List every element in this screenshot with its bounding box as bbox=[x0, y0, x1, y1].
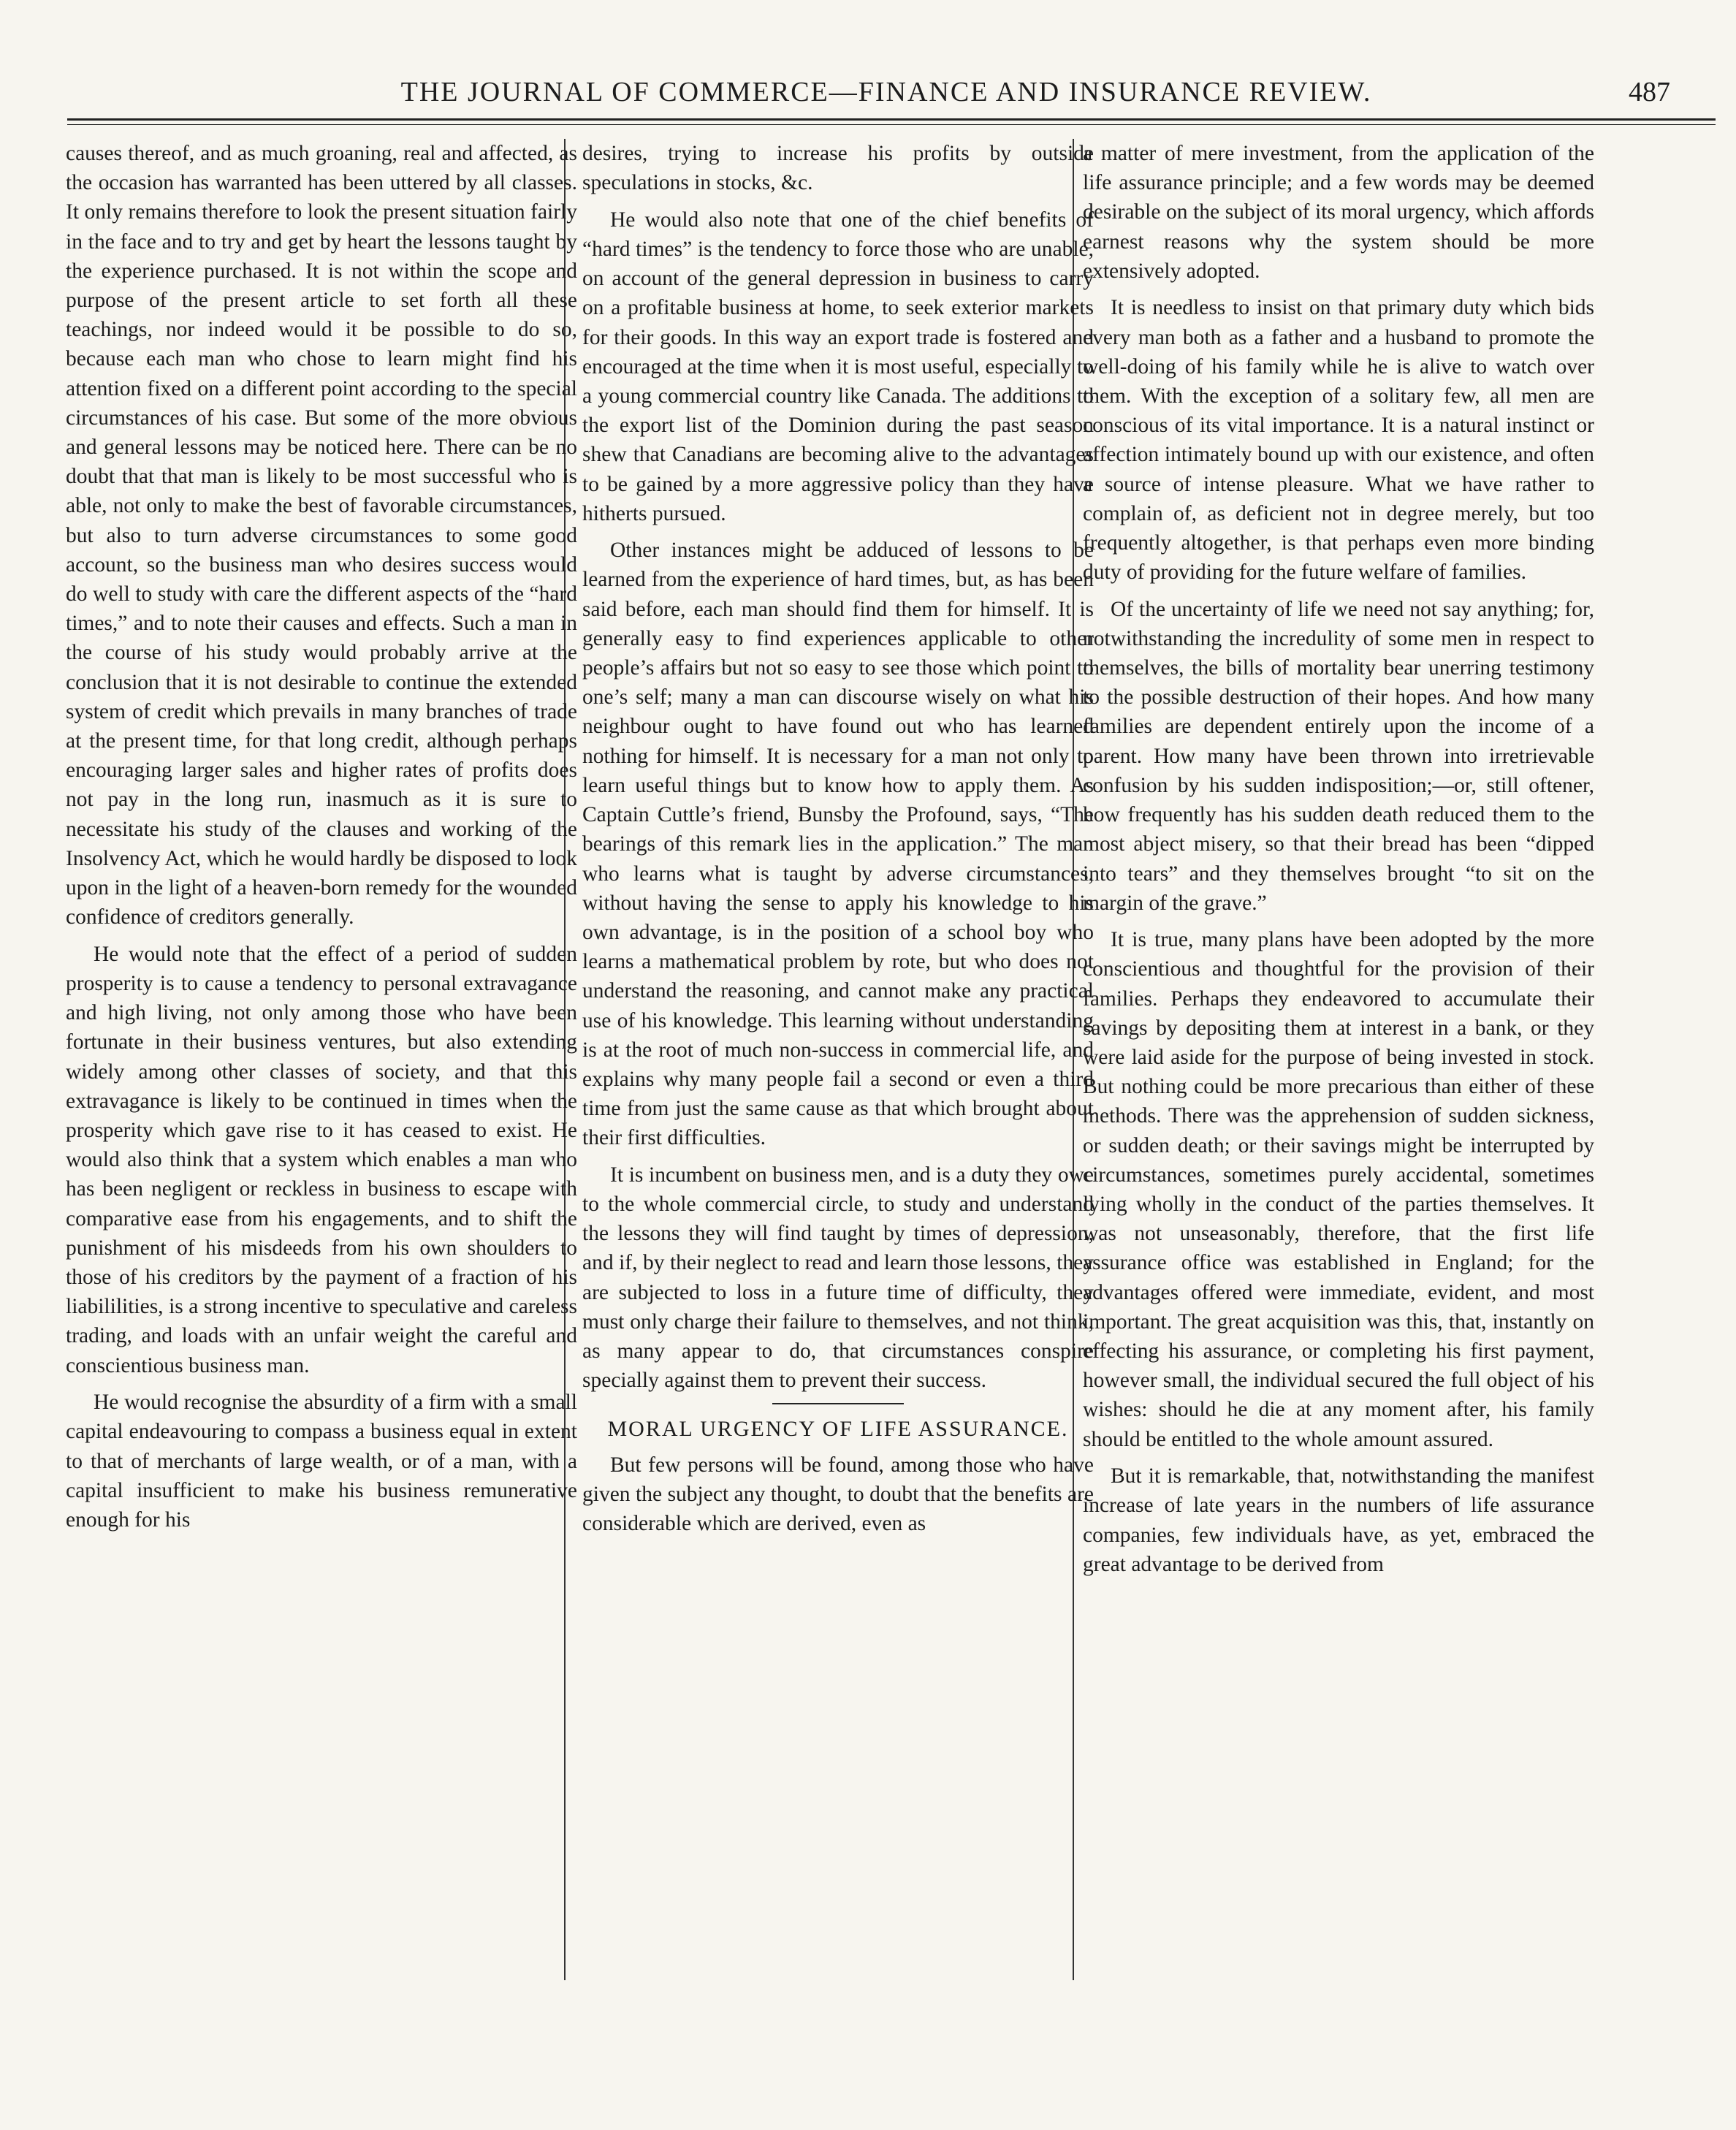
running-title: THE JOURNAL OF COMMERCE—FINANCE AND INSURANCE REVIEW. bbox=[400, 77, 1372, 107]
section-heading: MORAL URGENCY OF LIFE ASSURANCE. bbox=[607, 1416, 1069, 1441]
paragraph: It is needless to insist on that primary duty which bids every man both as a father and a husband to promote the well-doing of his family while he is alive to watch over them. With the exception of a solitary few, all men are conscious of its vital importance. It is a natural instinct or affection intimately bound up with our existence, and often a source of intense pleasure. What we have rather to complain of, as deficient not in degree merely, but too frequently altogether, is that perhaps even more binding duty of providing for the future welfare of families. bbox=[1083, 296, 1594, 585]
paragraph: He would note that the effect of a period of sudden prosperity is to cause a tendency to personal extravagance and high living, not only among those who have been fortunate in their business ventures, but also extending widely among other classes of society, and that this extravagance is likely to be continued in times when the prosperity which gave rise to it has ceased to exist. He would also think that a system which enables a man who has been negligent or reckless in business to escape with comparative ease from his engagements, and to shift the punishment of his misdeeds from his own shoulders to those of his creditors by the payment of a fraction of his liabililities, is a strong incentive to speculative and careless trading, and loads with an unfair weight the careful and conscientious business man. bbox=[66, 942, 577, 1377]
paragraph: He would also note that one of the chief benefits of “hard times” is the tendency to force those who are unable, on account of the general depression in business to carry on a profitable business at home, to seek exterior markets for their goods. In this way an export trade is fostered and encouraged at the time when it is most useful, especially to a young commercial country like Canada. The additions to the export list of the Dominion during the past season shew that Canadians are becoming alive to the advantages to be gained by a more aggressive policy than they have hitherts pursued. bbox=[582, 208, 1094, 525]
header-rule-thin bbox=[67, 124, 1716, 125]
page-number: 487 bbox=[1629, 77, 1670, 107]
column-3 bbox=[1083, 139, 1594, 2104]
paragraph: He would recognise the absurdity of a firm with a small capital endeavouring to compass a business equal in extent to that of merchants of large wealth, or of a man, with a capital insufficient to make his business remunerative enough for his bbox=[66, 1391, 577, 1532]
paragraph: desires, trying to increase his profits by outside speculations in stocks, &c. bbox=[582, 142, 1094, 195]
paragraph: Of the uncertainty of life we need not say anything; for, notwithstanding the incredulity of some men in respect to themselves, the bills of mortality bear unerring testimony to the possible destruction of their hopes. And how many families are dependent entirely upon the income of a parent. How many have been thrown into irretrievable confusion by his sudden indisposition;—or, still oftener, how frequently has his sudden death reduced them to the most abject misery, so that their bread has been “dipped into tears” and they themselves brought “to sit on the margin of the grave.” bbox=[1083, 597, 1594, 915]
column-1 bbox=[66, 139, 577, 2104]
paragraph: a matter of mere investment, from the application of the life assurance principle; and a few words may be deemed desirable on the subject of its moral urgency, which affords earnest reasons why the system should be more extensively adopted. bbox=[1083, 142, 1594, 283]
paragraph: It is true, many plans have been adopted by the more conscientious and thoughtful for the provision of their families. Perhaps they endeavored to accumulate their savings by depositing them at interest in a bank, or they were laid aside for the purpose of being invested in stock. But nothing could be more precarious than either of these methods. There was the apprehension of sudden sickness, or sudden death; or their savings might be interrupted by circumstances, sometimes purely accidental, sometimes lying wholly in the conduct of the parties themselves. It was not unseasonably, therefore, that the first life assurance office was established in England; for the advantages offered were immediate, evident, and most important. The great acquisition was this, that, instantly on effecting his assurance, or completing his first payment, however small, the individual secured the full object of his wishes: should he die at any moment after, his family should be entitled to the whole amount assured. bbox=[1083, 928, 1594, 1451]
header-rule bbox=[67, 118, 1716, 121]
paragraph: But it is remarkable, that, notwithstanding the manifest increase of late years in the numbers of life assurance companies, few individuals have, as yet, embraced the great advantage to be derived from bbox=[1083, 1464, 1594, 1576]
paragraph: Other instances might be adduced of lessons to be learned from the experience of hard times, but, as has been said before, each man should find them for himself. It is generally easy to find experiences applicable to other people’s affairs but not so easy to see those which point to one’s self; many a man can discourse wisely on what his neighbour ought to have found out who has learned nothing for himself. It is necessary for a man not only to learn useful things but to know how to apply them. As Captain Cuttle’s friend, Bunsby the Profound, says, “The bearings of this remark lies in the application.” The man who learns what is taught by adverse circumstances, without having the sense to apply his knowledge to his own advantage, is in the position of a school boy who learns a mathematical problem by rote, but who does not understand the reasoning, and cannot make any practical use of his knowledge. This learning without understanding is at the root of much non-success in commercial life, and explains why many people fail a second or even a third time from just the same cause as that which brought about their first difficulties. bbox=[582, 539, 1094, 1150]
column-2 bbox=[582, 139, 1094, 2104]
paragraph: But few persons will be found, among those who have given the subject any thought, to doubt that the benefits are considerable which are derived, even as bbox=[582, 1453, 1094, 1536]
running-head bbox=[66, 73, 1707, 117]
paragraph: It is incumbent on business men, and is a duty they owe to the whole commercial circle, to study and understand the lessons they will find taught by times of depression, and if, by their neglect to read and learn those lessons, they are subjected to loss in a future time of difficulty, they must only charge their failure to themselves, and not think, as many appear to do, that circumstances conspire specially against them to prevent their success. bbox=[582, 1163, 1094, 1393]
section-rule bbox=[772, 1403, 904, 1404]
paragraph: causes thereof, and as much groaning, real and affected, as the occasion has warranted has been uttered by all classes. It only remains therefore to look the present situation fairly in the face and to try and get by heart the lessons taught by the experience purchased. It is not within the scope and purpose of the present article to set forth all these teachings, nor indeed would it be possible to do so, because each man who chose to learn might find his attention fixed on a different point according to the special circumstances of his case. But some of the more obvious and general lessons may be noticed here. There can be no doubt that that man is likely to be most successful who is able, not only to make the best of favorable circumstances, but also to turn adverse circumstances to some good account, so the business man who desires success would do well to study with care the different aspects of the “hard times,” and to note their causes and effects. Such a man in the course of his study would probably arrive at the conclusion that it is not desirable to continue the extended system of credit which prevails in many branches of trade at the present time, for that long credit, although perhaps encouraging larger sales and higher rates of profits does not pay in the long run, inasmuch as it is sure to necessitate his study of the clauses and working of the Insolvency Act, which he would hardly be disposed to look upon in the light of a heaven-born remedy for the wounded confidence of creditors generally. bbox=[66, 142, 577, 929]
